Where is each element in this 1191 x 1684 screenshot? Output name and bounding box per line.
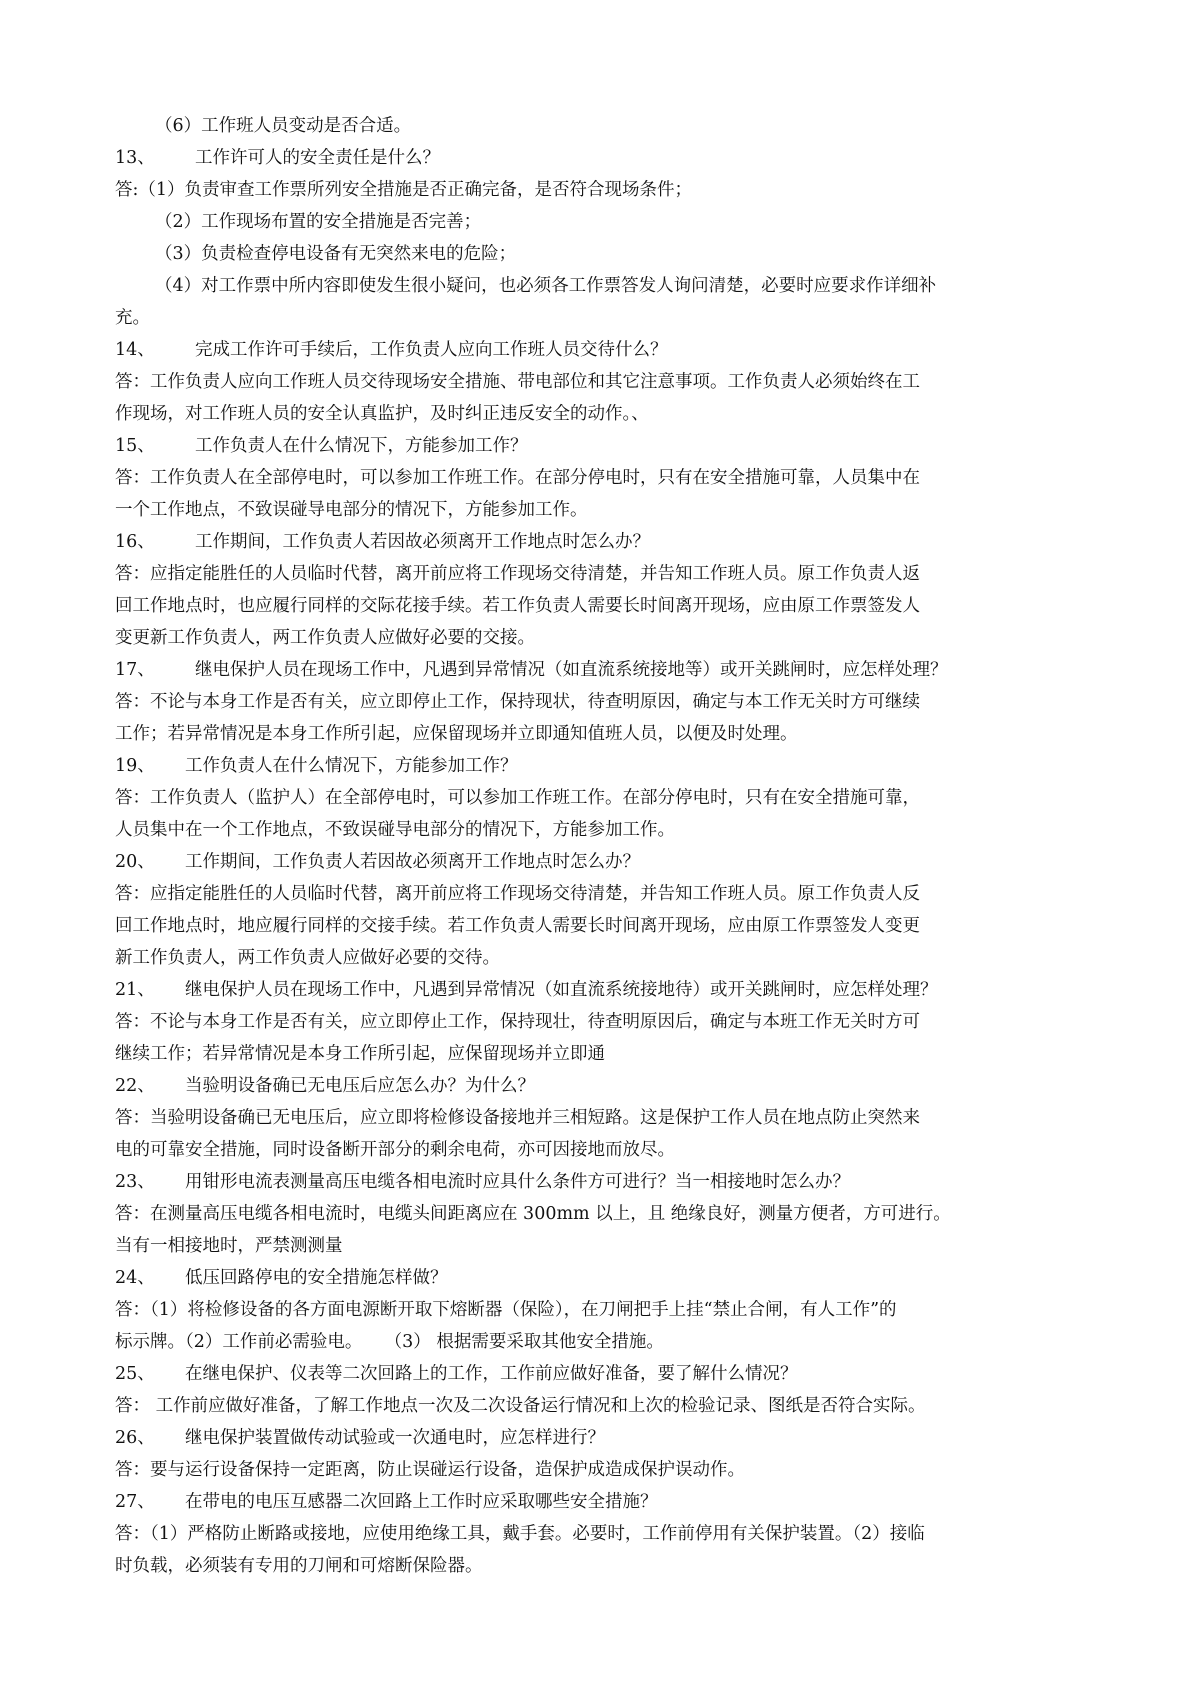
question-line: [115, 430, 1086, 462]
line-text: 人员集中在一个工作地点，不致误碰导电部分的情况下，方能参加工作。: [115, 820, 675, 840]
question-text: 工作负责人在什么情况下，方能参加工作？: [195, 436, 528, 456]
question-text: 低压回路停电的安全措施怎样做？: [185, 1268, 448, 1288]
question-line: [115, 974, 1086, 1006]
line-text: 答：应指定能胜任的人员临时代替，离开前应将工作现场交待清楚，并告知工作班人员。原工作负责人返: [115, 564, 920, 584]
question-number: 22、: [115, 1076, 155, 1096]
question-number: 13、: [115, 148, 155, 168]
question-line: [115, 846, 1086, 878]
question-text: 工作期间，工作负责人若因故必须离开工作地点时怎么办？: [195, 532, 650, 552]
question-number: 27、: [115, 1492, 155, 1512]
question-text: 在带电的电压互感器二次回路上工作时应采取哪些安全措施？: [185, 1492, 658, 1512]
answer-line: [115, 782, 1086, 814]
line-text: （3）负责检查停电设备有无突然来电的危险；: [155, 244, 517, 264]
answer-line: [115, 1294, 1086, 1326]
line-text: 答：当验明设备确已无电压后，应立即将检修设备接地并三相短路。这是保护工作人员在地点防止突然来: [115, 1108, 920, 1128]
indented-text-line: [115, 206, 1086, 238]
line-text: 答：（1）严格防止断路或接地，应使用绝缘工具，戴手套。必要时，工作前停用有关保护装置。（2）接临: [115, 1524, 925, 1544]
question-text: 当验明设备确已无电压后应怎么办？为什么？: [185, 1076, 535, 1096]
question-line: [115, 1358, 1086, 1390]
line-text: 变更新工作负责人，两工作负责人应做好必要的交接。: [115, 628, 535, 648]
answer-line: [115, 1134, 1086, 1166]
line-text: （2）工作现场布置的安全措施是否完善；: [155, 212, 482, 232]
question-number: 24、: [115, 1268, 155, 1288]
question-line: [115, 750, 1086, 782]
question-number: 16、: [115, 532, 155, 552]
answer-line: [115, 558, 1086, 590]
question-line: [115, 526, 1086, 558]
answer-line: [115, 174, 1086, 206]
indented-text-line: [115, 238, 1086, 270]
line-text: 答：要与运行设备保持一定距离，防止误碰运行设备，造保护成造成保护误动作。: [115, 1460, 745, 1480]
line-text: 答： 工作前应做好准备，了解工作地点一次及二次设备运行情况和上次的检验记录、图纸是否符合实际。: [115, 1396, 926, 1416]
question-line: [115, 1422, 1086, 1454]
line-text: 答：不论与本身工作是否有关，应立即停止工作，保持现壮，待查明原因后，确定与本班工作无关时方可: [115, 1012, 920, 1032]
question-line: [115, 1486, 1086, 1518]
question-text: 完成工作许可手续后，工作负责人应向工作班人员交待什么？: [195, 340, 668, 360]
question-text: 用钳形电流表测量高压电缆各相电流时应具什么条件方可进行？当一相接地时怎么办？: [185, 1172, 850, 1192]
document-body: [115, 110, 1086, 1582]
question-number: 20、: [115, 852, 155, 872]
line-text: 答：工作负责人（监护人）在全部停电时，可以参加工作班工作。在部分停电时，只有在安全措施可靠，: [115, 788, 920, 808]
question-number: 25、: [115, 1364, 155, 1384]
question-number: 26、: [115, 1428, 155, 1448]
question-line: [115, 1070, 1086, 1102]
answer-line: [115, 1390, 1086, 1422]
answer-line: [115, 622, 1086, 654]
line-text: 作现场，对工作班人员的安全认真监护，及时纠正违反安全的动作。、: [115, 404, 649, 424]
line-text: 继续工作；若异常情况是本身工作所引起，应保留现场并立即通: [115, 1044, 605, 1064]
answer-line: [115, 1102, 1086, 1134]
answer-line: [115, 1518, 1086, 1550]
question-line: [115, 1262, 1086, 1294]
answer-line: [115, 1038, 1086, 1070]
question-line: [115, 334, 1086, 366]
answer-line: [115, 1550, 1086, 1582]
question-number: 17、: [115, 660, 155, 680]
line-text: 答：工作负责人应向工作班人员交待现场安全措施、带电部位和其它注意事项。工作负责人必须始终在工: [115, 372, 920, 392]
line-text: 当有一相接地时，严禁测测量: [115, 1236, 343, 1256]
line-text: 答：不论与本身工作是否有关，应立即停止工作，保持现状，待查明原因，确定与本工作无关时方可继续: [115, 692, 920, 712]
question-number: 23、: [115, 1172, 155, 1192]
question-number: 21、: [115, 980, 155, 1000]
answer-line: [115, 718, 1086, 750]
line-text: 电的可靠安全措施，同时设备断开部分的剩余电荷，亦可因接地而放尽。: [115, 1140, 675, 1160]
question-text: 工作许可人的安全责任是什么？: [195, 148, 440, 168]
line-text: 回工作地点时，也应履行同样的交际花接手续。若工作负责人需要长时间离开现场，应由原工作票签发人: [115, 596, 920, 616]
question-number: 14、: [115, 340, 155, 360]
line-text: 工作；若异常情况是本身工作所引起，应保留现场并立即通知值班人员，以便及时处理。: [115, 724, 798, 744]
question-line: [115, 654, 1086, 686]
answer-line: [115, 686, 1086, 718]
question-text: 工作负责人在什么情况下，方能参加工作？: [185, 756, 518, 776]
line-text: 充。: [115, 308, 150, 328]
line-text: 答：在测量高压电缆各相电流时，电缆头间距离应在 300mm 以上，且 绝缘良好，测量方便者，方可进行。: [115, 1204, 951, 1224]
line-text: 答：工作负责人在全部停电时，可以参加工作班工作。在部分停电时，只有在安全措施可靠，人员集中在: [115, 468, 920, 488]
line-text: （6）工作班人员变动是否合适。: [155, 116, 412, 136]
answer-line: [115, 1326, 1086, 1358]
question-number: 15、: [115, 436, 155, 456]
question-line: [115, 142, 1086, 174]
answer-line: [115, 494, 1086, 526]
question-text: 继电保护人员在现场工作中，凡遇到异常情况（如直流系统接地待）或开关跳闸时，应怎样处理？: [185, 980, 938, 1000]
answer-line: [115, 462, 1086, 494]
question-line: [115, 1166, 1086, 1198]
answer-line: [115, 942, 1086, 974]
answer-line: [115, 910, 1086, 942]
answer-line: [115, 398, 1086, 430]
question-text: 在继电保护、仪表等二次回路上的工作，工作前应做好准备，要了解什么情况？: [185, 1364, 798, 1384]
answer-line: [115, 1230, 1086, 1262]
answer-line: [115, 878, 1086, 910]
answer-line: [115, 302, 1086, 334]
line-text: 答：应指定能胜任的人员临时代替，离开前应将工作现场交待清楚，并告知工作班人员。原工作负责人反: [115, 884, 920, 904]
line-text: 时负载，必须装有专用的刀闸和可熔断保险器。: [115, 1556, 483, 1576]
line-text: 答:（1）负责审查工作票所列安全措施是否正确完备，是否符合现场条件；: [115, 180, 693, 200]
answer-line: [115, 1454, 1086, 1486]
indented-text-line: [115, 270, 1086, 302]
answer-line: [115, 590, 1086, 622]
answer-line: [115, 814, 1086, 846]
line-text: 新工作负责人，两工作负责人应做好必要的交待。: [115, 948, 500, 968]
answer-line: [115, 366, 1086, 398]
question-text: 继电保护装置做传动试验或一次通电时，应怎样进行？: [185, 1428, 605, 1448]
question-text: 工作期间，工作负责人若因故必须离开工作地点时怎么办？: [185, 852, 640, 872]
question-number: 19、: [115, 756, 155, 776]
line-text: （4）对工作票中所内容即使发生很小疑问，也必须各工作票答发人询问清楚，必要时应要求作详细补: [155, 276, 937, 296]
answer-line: [115, 1198, 1086, 1230]
line-text: 一个工作地点，不致误碰导电部分的情况下，方能参加工作。: [115, 500, 588, 520]
answer-line: [115, 1006, 1086, 1038]
line-text: 标示牌。（2）工作前必需验电。 （3） 根据需要采取其他安全措施。: [115, 1332, 664, 1352]
line-text: 回工作地点时，地应履行同样的交接手续。若工作负责人需要长时间离开现场，应由原工作票签发人变更: [115, 916, 920, 936]
indented-text-line: [115, 110, 1086, 142]
line-text: 答：（1）将检修设备的各方面电源断开取下熔断器（保险），在刀闸把手上挂“禁止合闸，有人工作”的: [115, 1300, 897, 1320]
question-text: 继电保护人员在现场工作中，凡遇到异常情况（如直流系统接地等）或开关跳闸时，应怎样处理？: [195, 660, 948, 680]
